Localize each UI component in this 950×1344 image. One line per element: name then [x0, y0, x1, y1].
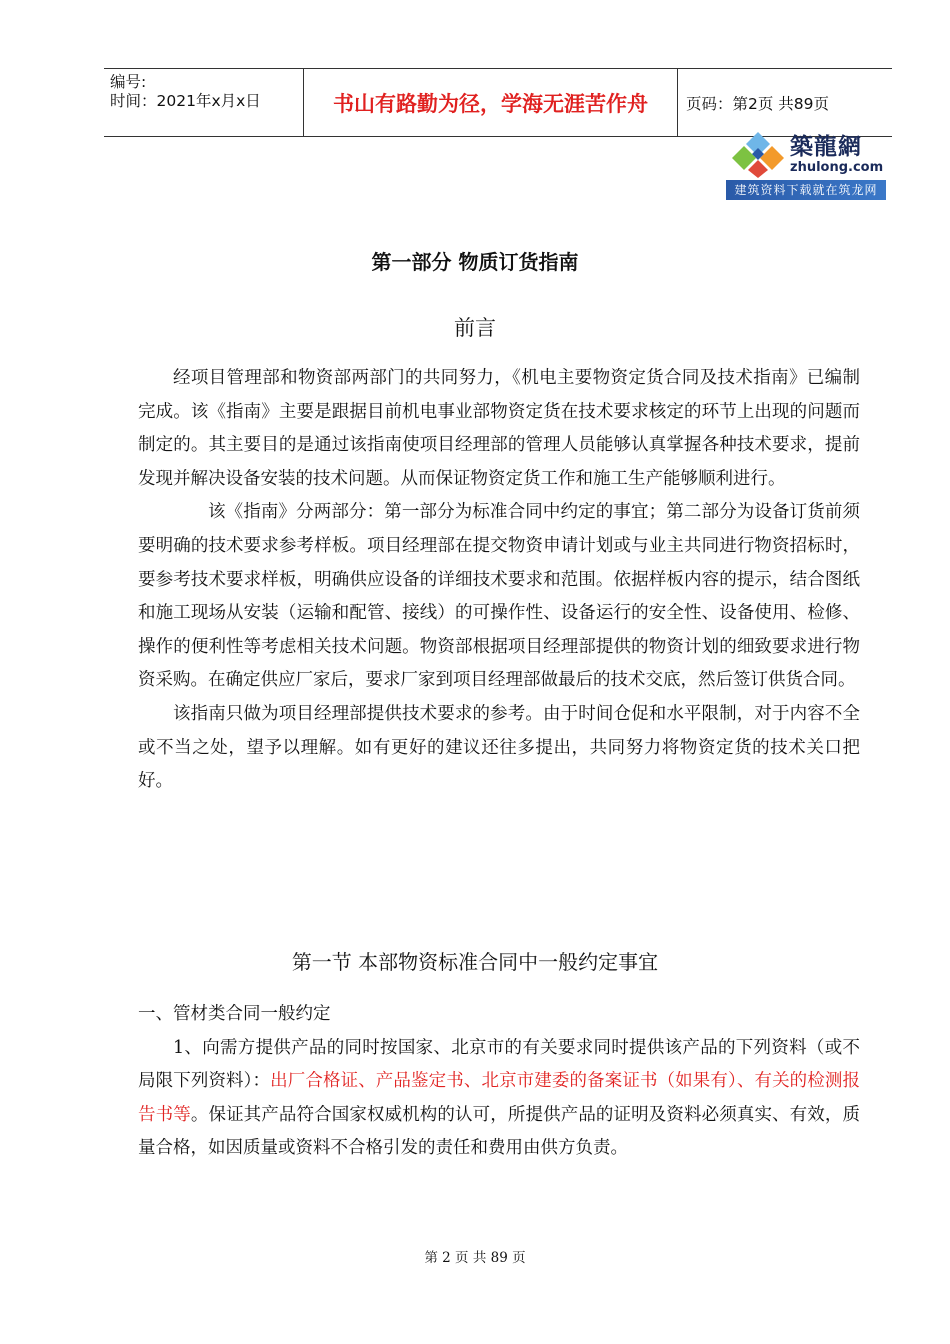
item-1-text-a: 1、向需方提供产品的同时按国家、北京市的有关要求同时提供该产品的下列资料（或不局限下列资料）： [138, 1037, 860, 1092]
time-label: 时间：2021年x月x日 [110, 92, 261, 110]
section-body [138, 998, 860, 1166]
item-1-red-text: 出厂合格证、产品鉴定书、北京市建委的备案证书（如果有）、有关的检测报告书等 [138, 1071, 861, 1125]
logo-slogan: 建筑资料下载就在筑龙网 [726, 180, 886, 200]
logo-diamond-icon [730, 130, 786, 178]
section-title: 第一节 本部物资标准合同中一般约定事宜 [291, 950, 659, 974]
preface-paragraph-3: 该指南只做为项目经理部提供技术要求的参考。由于时间仓促和水平限制，对于内容不全或不当之处，望予以理解。如有更好的建议还往多提出，共同努力将物资定货的技术关口把好。 [138, 703, 860, 792]
preface-title: 前言 [454, 316, 496, 340]
header-motto-cell [304, 69, 678, 136]
header-page-number: 页码：第2页 共89页 [686, 94, 830, 113]
page-footer: 第 2 页 共 89 页 [424, 1250, 526, 1266]
logo-url: zhulong.com [790, 160, 884, 175]
preface-paragraph-2: 该《指南》分两部分：第一部分为标准合同中约定的事宜；第二部分为设备订货前须要明确的技术要求参考样板。项目经理部在提交物资申请计划或与业主共同进行物资招标时，要参考技术要求样板，明确供应设备的详细技术要求和范围。依据样板内容的提示，结合图纸和施工现场从安装（运输和配管、接线）的可操作性、设备运行的安全性、设备使用、检修、操作的便利性等考虑相关技术问题。物资部根据项目经理部提供的物资计划的细致要求进行物资采购。在确定供应厂家后，要求厂家到项目经理部做最后的技术交底，然后签订供货合同。 [138, 502, 860, 691]
preface-paragraph-1: 经项目管理部和物资部两部门的共同努力，《机电主要物资定货合同及技术指南》已编制完成。该《指南》主要是跟据目前机电事业部物资定货在技术要求核定的环节上出现的问题而制定的。其主要目的是通过该指南使项目经理部的管理人员能够认真掌握各种技术要求，提前发现并解决设备安装的技术问题。从而保证物资定货工作和施工生产能够顺利进行。 [138, 368, 860, 489]
logo-title: 築龍網 [790, 133, 862, 160]
sub-heading: 一、管材类合同一般约定 [138, 1004, 331, 1024]
logo-top [726, 124, 886, 180]
header-motto: 书山有路勤为径，学海无涯苦作舟 [333, 91, 648, 116]
zhulong-logo [726, 124, 886, 202]
item-1 [138, 1032, 860, 1166]
item-1-text-b: 。保证其产品符合国家权威机构的认可，所提供产品的证明及资料必须真实、有效，质量合格，如因质量或资料不合格引发的责任和费用由供方负责。 [138, 1104, 861, 1159]
serial-label: 编号: [110, 73, 147, 91]
preface-body [138, 362, 860, 799]
header-left-cell [104, 69, 304, 136]
part-title: 第一部分 物质订货指南 [371, 250, 579, 274]
